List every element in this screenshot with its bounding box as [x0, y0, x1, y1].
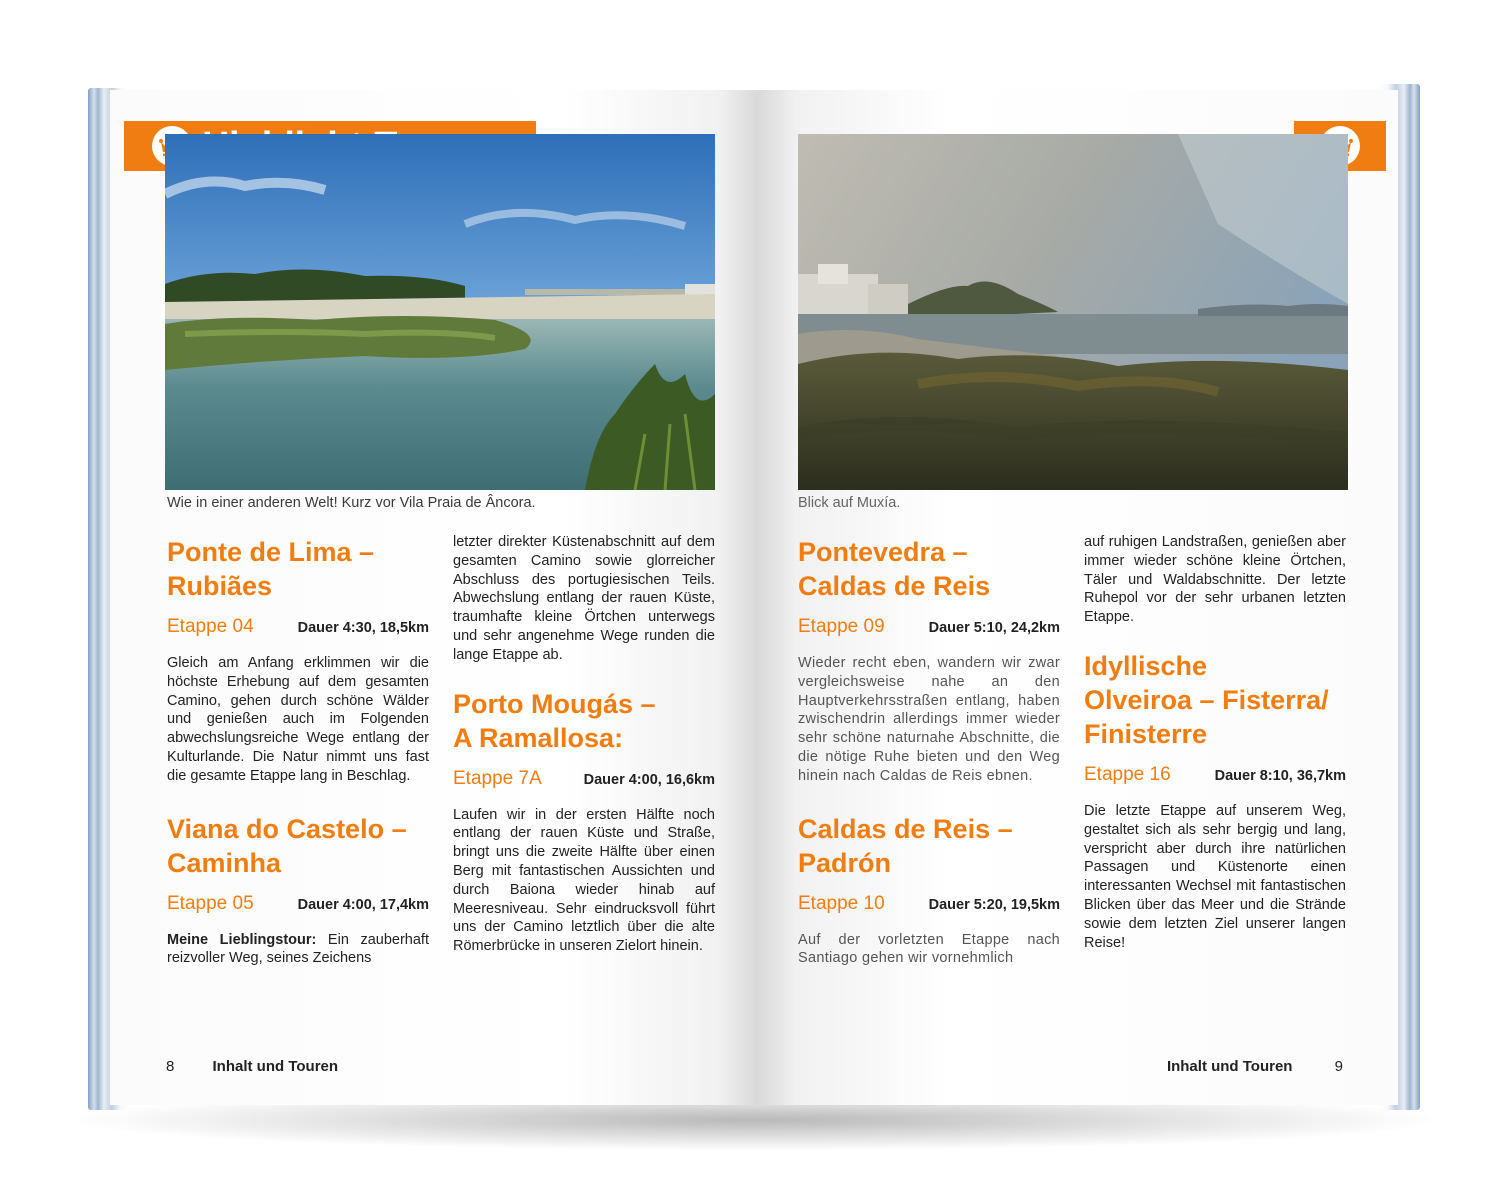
section-title: Ponte de Lima – Rubiães [167, 537, 375, 601]
continued-text: auf ruhigen Landstraßen, genießen aber immer wieder schöne kleine Örtchen, Täler und Waldabschnitte. Der letzte Ruhepol vor der sehr urbanen letzten Etappe. [1084, 534, 1346, 626]
section-text: Die letzte Etappe auf unserem Weg, gestaltet sich als sehr bergig und lang, verspricht aber durch ihre natürlichen Passagen und Küstenorte einen interessanten Wechsel mit fantastischen Blicken über das Meer und die Strände sowie dem letzten Ziel unserer langen Reise! [1084, 802, 1346, 951]
etappe-label: Etappe 05 [167, 892, 254, 914]
left-page [110, 90, 758, 1105]
etappe-row [167, 616, 429, 638]
section-title: Porto Mougás – A Ramallosa: [453, 688, 656, 753]
etappe-label: Etappe 7A [453, 767, 542, 789]
page-footer-left [166, 1058, 338, 1075]
etappe-label: Etappe 04 [167, 616, 254, 637]
section-title: Viana do Castelo – Caminha [167, 813, 407, 878]
right-page [758, 90, 1398, 1105]
section-text: Wieder recht eben, wandern wir zwar vergleichsweise nahe an den Hauptverkehrsstraßen entlang, haben zwischendrin allerdings immer wieder sehr schöne naturnahe Abschnitte, die die nötige Ruhe bieten und den Weg hinein nach Caldas de Reis ebnen. [798, 655, 1060, 784]
section-text: Auf der vorletzten Etappe nach Santiago gehen wir vornehmlich [798, 931, 1060, 967]
dauer-label: Dauer 5:10, 24,2km [928, 620, 1060, 636]
etappe-label: Etappe 09 [798, 616, 885, 637]
dauer-label: Dauer 8:10, 36,7km [1214, 767, 1346, 784]
footer-section-label: Inhalt und Touren [1166, 1058, 1293, 1075]
etappe-label: Etappe 16 [1084, 763, 1171, 785]
page-footer-right [1167, 1058, 1343, 1075]
section-text: Gleich am Anfang erklimmen wir die höchste Erhebung auf dem gesamten Camino, gehen durch schöne Wälder und genießen auch im Folgenden abwechslungsreiche Wege entlang der Kulturlande. Die Natur nimmt uns fast die gesamte Etappe lang in Beschlag. [167, 655, 429, 784]
footer-section-label: Inhalt und Touren [212, 1058, 339, 1075]
page-number: 8 [166, 1058, 175, 1075]
etappe-row [453, 768, 715, 790]
section-text: Meine Lieblingstour: Ein zauberhaft reizvoller Weg, seines Zeichens [167, 931, 429, 967]
right-column-2 [1084, 533, 1346, 952]
dauer-label: Dauer 4:00, 16,6km [583, 771, 715, 788]
etappe-row [1084, 764, 1346, 786]
etappe-row [798, 893, 1060, 915]
left-column-1 [167, 535, 429, 968]
dauer-label: Dauer 5:20, 19,5km [928, 896, 1060, 913]
dauer-label: Dauer 4:00, 17,4km [297, 896, 429, 913]
right-column-1 [798, 535, 1060, 968]
photo-caption: Blick auf Muxía. [798, 495, 901, 511]
etappe-row [167, 893, 429, 915]
favorite-label: Meine Lieblingstour: [167, 931, 317, 948]
section-text: Laufen wir in der ersten Hälfte noch entlang der rauen Küste und Straße, bringt uns die zweite Hälfte über einen Berg mit fantastischen Aussichten und durch Baiona wieder hinab auf Meeresniveau. Sehr eindrucksvoll führt uns der Camino letztlich über die alte Römerbrücke in unseren Zielort hinein. [453, 806, 715, 955]
section-title: Caldas de Reis – Padrón [798, 813, 1013, 878]
photo-muxia [798, 134, 1348, 490]
etappe-label: Etappe 10 [798, 892, 885, 914]
dauer-label: Dauer 4:30, 18,5km [297, 620, 429, 636]
continued-text: letzter direkter Küstenabschnitt auf dem gesamten Camino sowie glorreicher Abschluss des portugiesischen Teils. Abwechslung entlang der rauen Küste, traumhafte kleine Örtchen unterwegs und sehr angenehme Wege runden die lange Etappe ab. [453, 534, 715, 663]
section-title: Idyllische Olveiroa – Fisterra/ Finisterre [1084, 650, 1329, 749]
photo-estuary [165, 134, 715, 490]
left-column-2 [453, 533, 715, 956]
photo-caption: Wie in einer anderen Welt! Kurz vor Vila Praia de Âncora. [167, 495, 536, 511]
section-title: Pontevedra – Caldas de Reis [798, 537, 991, 601]
page-number: 9 [1334, 1058, 1343, 1075]
etappe-row [798, 616, 1060, 638]
